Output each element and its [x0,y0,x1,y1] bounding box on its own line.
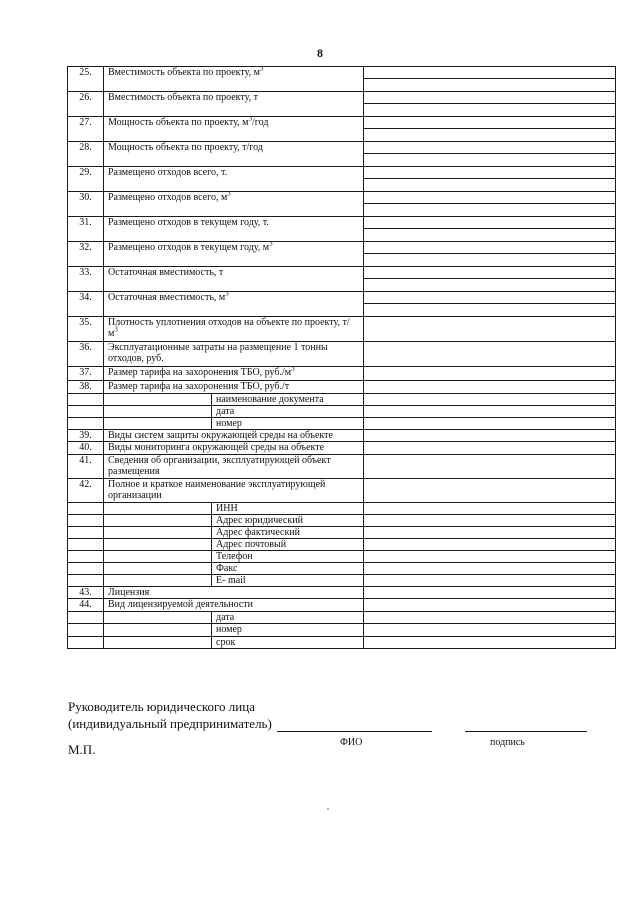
row-label [104,67,364,92]
blank-cell [104,394,212,406]
row-label [104,367,364,381]
row-number: 31. [68,217,104,242]
table-row [68,587,616,599]
signature-subtitle: (индивидуальный предприниматель) [68,716,272,731]
row-label-text: Мощность объекта по проекту, т/год [108,142,263,153]
unit-exponent: 3 [259,66,264,73]
row-sublabel: наименование документа [212,394,364,406]
row-number: 34. [68,292,104,317]
blank-cell [104,539,212,551]
row-label-text: Плотность уплотнения отходов на объекте по проекту, т/м [108,317,350,339]
row-number: 33. [68,267,104,292]
table-row [68,217,616,242]
row-sublabel: Адрес фактический [212,527,364,539]
row-sublabel: ИНН [212,503,364,515]
table-row [68,515,616,527]
unit-exponent: 3 [269,241,273,248]
row-label [104,587,364,599]
value-cell[interactable] [364,117,616,142]
row-number: 25. [68,67,104,92]
scan-speck [327,808,329,810]
row-sublabel: срок [212,637,364,649]
value-separator [364,253,615,254]
row-sublabel: Адрес почтовый [212,539,364,551]
table-row [68,367,616,381]
row-sublabel: номер [212,624,364,637]
row-number: 37. [68,367,104,381]
value-cell[interactable] [364,406,616,418]
blank-cell [104,624,212,637]
row-label [104,292,364,317]
signature-line [465,731,587,732]
row-label [104,92,364,117]
value-separator [364,153,615,154]
value-cell[interactable] [364,67,616,92]
form-table [67,66,616,649]
blank-cell [104,418,212,430]
blank-cell [104,503,212,515]
row-number: 44. [68,599,104,612]
row-label-text: Полное и краткое наименование эксплуатирующей организации [108,479,326,501]
value-separator [364,128,615,129]
blank-cell [104,637,212,649]
row-number: 42. [68,479,104,503]
row-label [104,242,364,267]
row-number: 26. [68,92,104,117]
table-row [68,292,616,317]
value-separator [364,203,615,204]
value-separator [364,303,615,304]
value-separator [364,178,615,179]
row-label-text: Размещено отходов всего, м [108,192,228,203]
row-label-text: Мощность объекта по проекту, м [108,117,249,128]
row-sublabel: E- mail [212,575,364,587]
fio-line [277,731,432,732]
value-cell[interactable] [364,587,616,599]
blank-cell [104,575,212,587]
value-cell[interactable] [364,92,616,117]
row-number [68,612,104,624]
row-label-text: Остаточная вместимость, м [108,292,226,303]
table-row [68,167,616,192]
value-cell[interactable] [364,539,616,551]
table-row [68,342,616,367]
value-cell[interactable] [364,503,616,515]
value-cell[interactable] [364,612,616,624]
row-label-text: Эксплуатационные затраты на размещение 1 тонны отходов, руб. [108,342,328,364]
table-row [68,67,616,92]
value-cell[interactable] [364,551,616,563]
row-sublabel: Телефон [212,551,364,563]
row-label [104,342,364,367]
table-row [68,539,616,551]
row-label-tail: /год [251,117,269,128]
table-row [68,267,616,292]
value-cell[interactable] [364,430,616,442]
page-number: 8 [317,46,323,60]
fio-caption: ФИО [340,737,363,748]
signature-title: Руководитель юридического лица [68,699,255,714]
value-cell[interactable] [364,342,616,367]
row-number [68,418,104,430]
value-cell[interactable] [364,292,616,317]
row-number [68,551,104,563]
row-sublabel: Адрес юридический [212,515,364,527]
row-label-text: Вместимость объекта по проекту, т [108,92,258,103]
row-label [104,381,364,394]
row-label-text: Виды систем защиты окружающей среды на объекте [108,430,333,441]
row-number: 41. [68,455,104,479]
table-row [68,192,616,217]
row-number: 30. [68,192,104,217]
row-label [104,430,364,442]
row-sublabel: номер [212,418,364,430]
value-cell[interactable] [364,418,616,430]
value-cell[interactable] [364,599,616,612]
value-cell[interactable] [364,367,616,381]
table-row [68,503,616,515]
row-label [104,317,364,342]
row-label [104,479,364,503]
row-label [104,599,364,612]
table-row [68,442,616,455]
table-row [68,242,616,267]
row-number: 43. [68,587,104,599]
table-row [68,394,616,406]
row-number [68,527,104,539]
blank-cell [104,527,212,539]
value-cell[interactable] [364,479,616,503]
table-row [68,430,616,442]
signature-block [68,698,272,732]
value-cell[interactable] [364,142,616,167]
value-cell[interactable] [364,455,616,479]
blank-cell [104,563,212,575]
row-label-text: Вид лицензируемой деятельности [108,599,253,610]
row-sublabel: Факс [212,563,364,575]
value-separator [364,103,615,104]
table-row [68,418,616,430]
row-label-text: Размещено отходов в текущем году, м [108,242,270,253]
table-row [68,479,616,503]
row-label-text: Вместимость объекта по проекту, м [108,67,260,78]
value-cell[interactable] [364,317,616,342]
table-row [68,406,616,418]
row-number [68,637,104,649]
row-label-text: Размер тарифа на захоронения ТБО, руб./т [108,381,290,392]
row-number: 28. [68,142,104,167]
row-label [104,192,364,217]
table-row [68,563,616,575]
row-number [68,406,104,418]
table-row [68,381,616,394]
row-number [68,624,104,637]
row-number: 35. [68,317,104,342]
row-label [104,267,364,292]
row-label-text: Виды мониторинга окружающей среды на объекте [108,442,325,453]
value-cell[interactable] [364,442,616,455]
row-label-text: Размещено отходов всего, т. [108,167,228,178]
table-row [68,551,616,563]
value-cell[interactable] [364,575,616,587]
row-number: 32. [68,242,104,267]
row-label [104,217,364,242]
value-cell[interactable] [364,242,616,267]
value-cell[interactable] [364,267,616,292]
table-row [68,455,616,479]
row-label-text: Лицензия [108,587,150,598]
row-label-text: Сведения об организации, эксплуатирующей объект размещения [108,455,331,477]
row-sublabel: дата [212,612,364,624]
row-label [104,142,364,167]
value-separator [364,278,615,279]
row-number [68,394,104,406]
unit-exponent: 3 [248,116,252,123]
value-cell[interactable] [364,515,616,527]
table-row [68,637,616,649]
table-row [68,92,616,117]
value-cell[interactable] [364,167,616,192]
table-row [68,527,616,539]
row-label [104,167,364,192]
row-label-text: Размещено отходов в текущем году, т. [108,217,269,228]
row-number [68,539,104,551]
value-cell[interactable] [364,394,616,406]
blank-cell [104,515,212,527]
row-label [104,442,364,455]
table-row [68,599,616,612]
value-cell[interactable] [364,527,616,539]
blank-cell [104,551,212,563]
row-label-text: Размер тарифа на захоронения ТБО, руб./м [108,367,292,378]
unit-exponent: 3 [114,325,118,334]
row-label [104,117,364,142]
stamp-label: М.П. [68,742,96,757]
table-row [68,575,616,587]
row-number: 38. [68,381,104,394]
row-number: 29. [68,167,104,192]
value-separator [364,78,615,79]
value-cell[interactable] [364,624,616,637]
row-number: 36. [68,342,104,367]
table-row [68,317,616,342]
row-number [68,515,104,527]
row-number: 27. [68,117,104,142]
value-cell[interactable] [364,192,616,217]
blank-cell [104,612,212,624]
row-number: 40. [68,442,104,455]
table-row [68,624,616,637]
sign-caption: подпись [490,737,525,748]
row-sublabel: дата [212,406,364,418]
value-cell[interactable] [364,563,616,575]
value-separator [364,228,615,229]
unit-exponent: 3 [227,191,231,198]
value-cell[interactable] [364,217,616,242]
row-number [68,503,104,515]
row-label-text: Остаточная вместимость, т [108,267,224,278]
row-label [104,455,364,479]
table-row [68,142,616,167]
row-number: 39. [68,430,104,442]
unit-exponent: 3 [225,291,229,298]
table-row [68,117,616,142]
table-row [68,612,616,624]
value-cell[interactable] [364,637,616,649]
row-number [68,575,104,587]
value-cell[interactable] [364,381,616,394]
blank-cell [104,406,212,418]
unit-exponent: 3 [291,366,295,373]
row-number [68,563,104,575]
